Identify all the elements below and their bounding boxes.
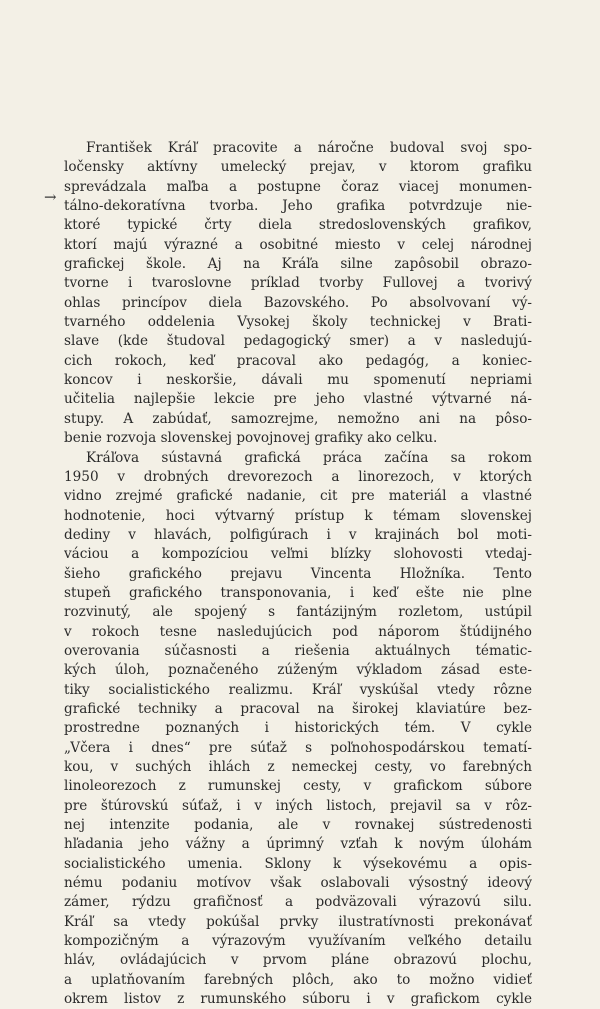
- text-line: grafické techniky a pracoval na širokej klaviatúre bez-: [64, 700, 532, 717]
- text-line: hľadania jeho vážny a úprimný vzťah k novým úlohám: [64, 836, 532, 853]
- text-line: v rokoch tesne nasledujúcich pod náporom štúdijného: [64, 623, 532, 640]
- text-line: ločensky aktívny umelecký prejav, v ktorom grafiku: [64, 159, 532, 176]
- text-line: linoleorezoch z rumunskej cesty, v grafickom súbore: [64, 778, 532, 795]
- text-line: „Včera i dnes“ pre súťaž s poľnohospodárskou tematí-: [64, 739, 532, 756]
- text-line: dediny v hlavách, polfigúrach i v krajinách bol moti-: [64, 526, 532, 543]
- text-line: slave (kde študoval pedagogický smer) a v nasledujú-: [64, 333, 532, 350]
- text-line: ktorí majú výrazné a osobitné miesto v celej národnej: [64, 236, 532, 253]
- text-line: stupeň grafického transponovania, i keď ešte nie plne: [64, 584, 532, 601]
- text-line: učitelia najlepšie lekcie pre jeho vlastné výtvarné ná-: [64, 391, 532, 408]
- text-line: ktoré typické črty diela stredoslovenských grafikov,: [64, 217, 532, 234]
- text-line: ohlas princípov diela Bazovského. Po absolvovaní vý-: [64, 294, 532, 311]
- text-line: hláv, ovládajúcich v prvom pláne obrazovú plochu,: [64, 952, 532, 969]
- text-line: benie rozvoja slovenskej povojnovej grafiky ako celku.: [64, 430, 438, 447]
- text-line: kých úloh, poznačeného zúženým výkladom zásad este-: [64, 662, 532, 679]
- text-line: okrem listov z rumunského súboru i v grafickom cykle: [64, 991, 532, 1008]
- text-line: kou, v suchých ihlách z nemeckej cesty, vo farebných: [64, 759, 532, 775]
- text-line: a uplatňovaním farebných plôch, ako to možno vidieť: [64, 971, 532, 988]
- text-line: šieho grafického prejavu Vincenta Hložníka. Tento: [64, 565, 532, 582]
- text-line: tálno-dekoratívna tvorba. Jeho grafika potvrdzuje nie-: [64, 198, 532, 215]
- text-line: kompozičným a výrazovým využívaním veľkého detailu: [64, 933, 532, 950]
- text-line: tiky socialistického realizmu. Kráľ vyskúšal vtedy rôzne: [64, 681, 532, 698]
- text-line: rozvinutý, ale spojený s fantázijným rozletom, ustúpil: [64, 604, 532, 621]
- text-line: koncov i neskoršie, dávali mu spomenutí nepriami: [64, 372, 532, 389]
- margin-arrow-mark: →: [44, 188, 57, 206]
- text-line: váciou a kompozíciou veľmi blízky slohovosti vtedaj-: [64, 546, 532, 563]
- text-line: grafickej škole. Aj na Kráľa silne zapôsobil obrazo-: [64, 256, 532, 273]
- body-text: [64, 139, 532, 1009]
- text-line: František Kráľ pracovite a náročne budoval svoj spo-: [86, 140, 532, 156]
- text-line: stupy. A zabúdať, samozrejme, nemožno ani na pôso-: [64, 410, 532, 427]
- text-line: prostredne poznaných i historických tém. V cykle: [64, 720, 532, 737]
- text-line: sprevádzala maľba a postupne čoraz viacej monumen-: [64, 178, 532, 195]
- text-line: overovania súčasnosti a riešenia aktuálnych tématic-: [64, 642, 532, 659]
- text-line: socialistického umenia. Sklony k výsekovému a opis-: [64, 855, 532, 872]
- text-line: 1950 v drobných drevorezoch a linorezoch, v ktorých: [64, 468, 532, 485]
- text-line: pre štúrovskú súťaž, i v iných listoch, prejavil sa v rôz-: [64, 797, 532, 814]
- text-line: tvarného oddelenia Vysokej školy technickej v Brati-: [64, 314, 532, 331]
- text-line: vidno zrejmé grafické nadanie, cit pre materiál a vlastné: [64, 488, 532, 505]
- text-line: hodnotenie, hoci výtvarný prístup k témam slovenskej: [64, 507, 532, 524]
- text-line: Kráľova sústavná grafická práca začína sa rokom: [86, 449, 532, 466]
- text-line: cich rokoch, keď pracoval ako pedagóg, a koniec-: [64, 352, 532, 369]
- text-line: nému podaniu motívov však oslabovali výsostný ideový: [64, 875, 532, 892]
- text-line: nej intenzite podania, ale v rovnakej sústredenosti: [64, 817, 532, 834]
- text-line: zámer, rýdzu grafičnosť a podväzovali výrazovú silu.: [64, 894, 532, 911]
- text-line: Kráľ sa vtedy pokúšal prvky ilustratívnosti prekonávať: [64, 913, 532, 930]
- text-line: tvorne i tvaroslovne príklad tvorby Fullovej a tvorivý: [64, 275, 532, 292]
